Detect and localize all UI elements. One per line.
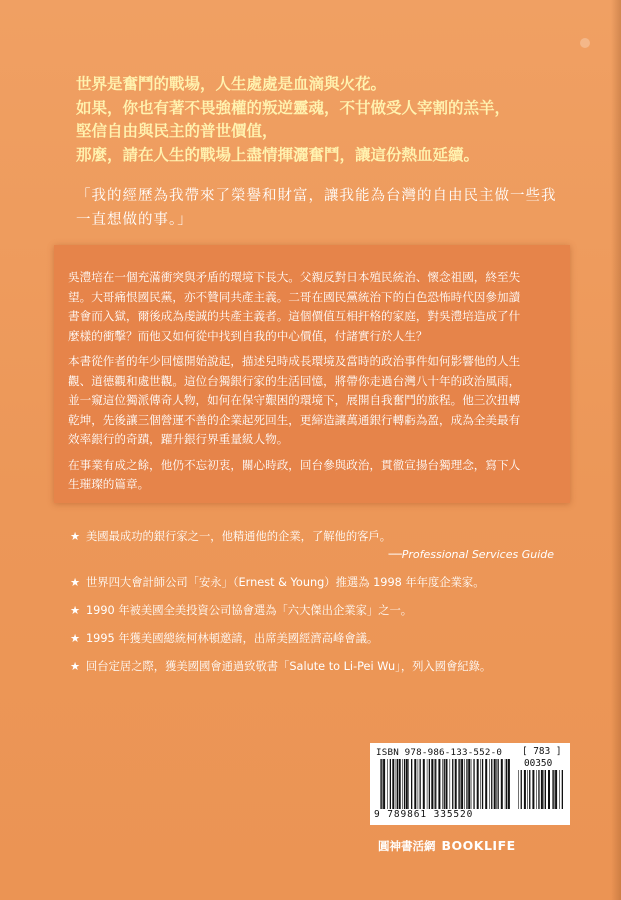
star-icon: ★	[70, 530, 81, 543]
poem-line: 世界是奮鬥的戰場，人生處處是血滴與火花。	[76, 74, 387, 93]
poem-line: 如果，你也有著不畏強權的叛逆靈魂，不甘做受人宰割的羔羊，	[76, 97, 511, 117]
summary-line: 乾坤，先後讓三個營運不善的企業起死回生，更締造讓萬通銀行轉虧為盈，成為全美最有	[68, 412, 521, 427]
accolade-item	[70, 602, 570, 620]
accolade-item	[70, 574, 570, 592]
barcode-addon-bars-icon	[518, 770, 564, 809]
summary-line: 本書從作者的年少回憶開始說起，描述兒時成長環境及當時的政治事件如何影響他的人生	[68, 354, 521, 368]
accolades-list	[70, 528, 570, 676]
accolade-text: 美國最成功的銀行家之一，他精通他的企業，了解他的客戶。	[86, 530, 392, 543]
summary-line: 生璀璨的篇章。	[68, 477, 150, 491]
poem-line: 那麼，請在人生的戰場上盡情揮灑奮鬥，讓這份熱血延續。	[76, 144, 480, 164]
summary-line: 並一窺這位獨派傳奇人物，如何在保守艱困的環境下，展開自我奮鬥的旅程。他三次扭轉	[68, 393, 521, 407]
summary-line: 在事業有成之餘，他仍不忘初衷，關心時政，回台參與政治，貫徹宣揚台獨理念，寫下人	[68, 457, 521, 472]
star-icon: ★	[70, 660, 81, 673]
barcode-bars-icon	[380, 759, 510, 809]
isbn-label: ISBN 978-986-133-552-0	[376, 747, 503, 758]
summary-line: 書會而入獄，爾後成為虔誠的共產主義者。這個價值互相扞格的家庭，對吳澧培造成了什	[68, 309, 521, 323]
scan-mark	[580, 38, 590, 48]
summary-line: 觀、道德觀和處世觀。這位台獨銀行家的生活回憶，將帶你走過台灣八十年的政治風雨，	[68, 373, 521, 388]
isbn-barcode	[370, 743, 570, 825]
accolade-item	[70, 528, 570, 546]
publisher-name-en: BOOKLIFE	[441, 838, 516, 853]
publisher-name-zh: 圓神書活網	[378, 839, 436, 853]
barcode-digits: 9 789861 335520	[374, 809, 474, 820]
quote-line: 「我的經歷為我帶來了榮譽和財富，讓我能為台灣的自由民主做一些我	[76, 188, 557, 204]
summary-line: 望。大哥痛恨國民黨，亦不贊同共產主義。二哥在國民黨統治下的白色恐怖時代因參加讀	[68, 289, 521, 304]
publisher-logo	[378, 838, 558, 854]
summary-line: 吳澧培在一個充滿衝突與矛盾的環境下長大。父親反對日本殖民統治、懷念祖國，終至失	[68, 270, 521, 284]
price-number: 00350	[524, 758, 553, 769]
accolade-text: 回台定居之際，獲美國國會通過致敬書「Salute to Li-Pei Wu」，列入國會紀錄。	[86, 660, 492, 673]
accolade-text: 1990 年被美國全美投資公司協會選為「六大傑出企業家」之一。	[86, 604, 413, 617]
book-summary	[68, 262, 564, 501]
star-icon: ★	[70, 576, 81, 589]
quote-line: 一直想做的事。」	[76, 212, 193, 228]
accolade-text: 1995 年獲美國總統柯林頓邀請，出席美國經濟高峰會議。	[86, 632, 379, 645]
accolade-text: 世界四大會計師公司「安永」（Ernest & Young）推選為 1998 年年度企業家。	[86, 576, 485, 589]
star-icon: ★	[70, 632, 81, 645]
summary-line: 效率銀行的奇蹟，躍升銀行界重量級人物。	[68, 432, 289, 446]
star-icon: ★	[70, 604, 81, 617]
accolade-item	[70, 658, 570, 676]
poem-line: 堅信自由與民主的普世價值，	[76, 121, 278, 140]
price-code: [ 783 ]	[522, 746, 562, 757]
summary-line: 麼樣的衝擊？而他又如何從中找到自我的中心價值，付諸實行於人生？	[68, 328, 428, 343]
author-quote	[76, 184, 556, 232]
accolade-item	[70, 630, 570, 648]
page-edge-shadow	[611, 0, 621, 900]
opening-poem	[76, 72, 556, 166]
accolade-source: ──Professional Services Guide	[388, 548, 554, 561]
